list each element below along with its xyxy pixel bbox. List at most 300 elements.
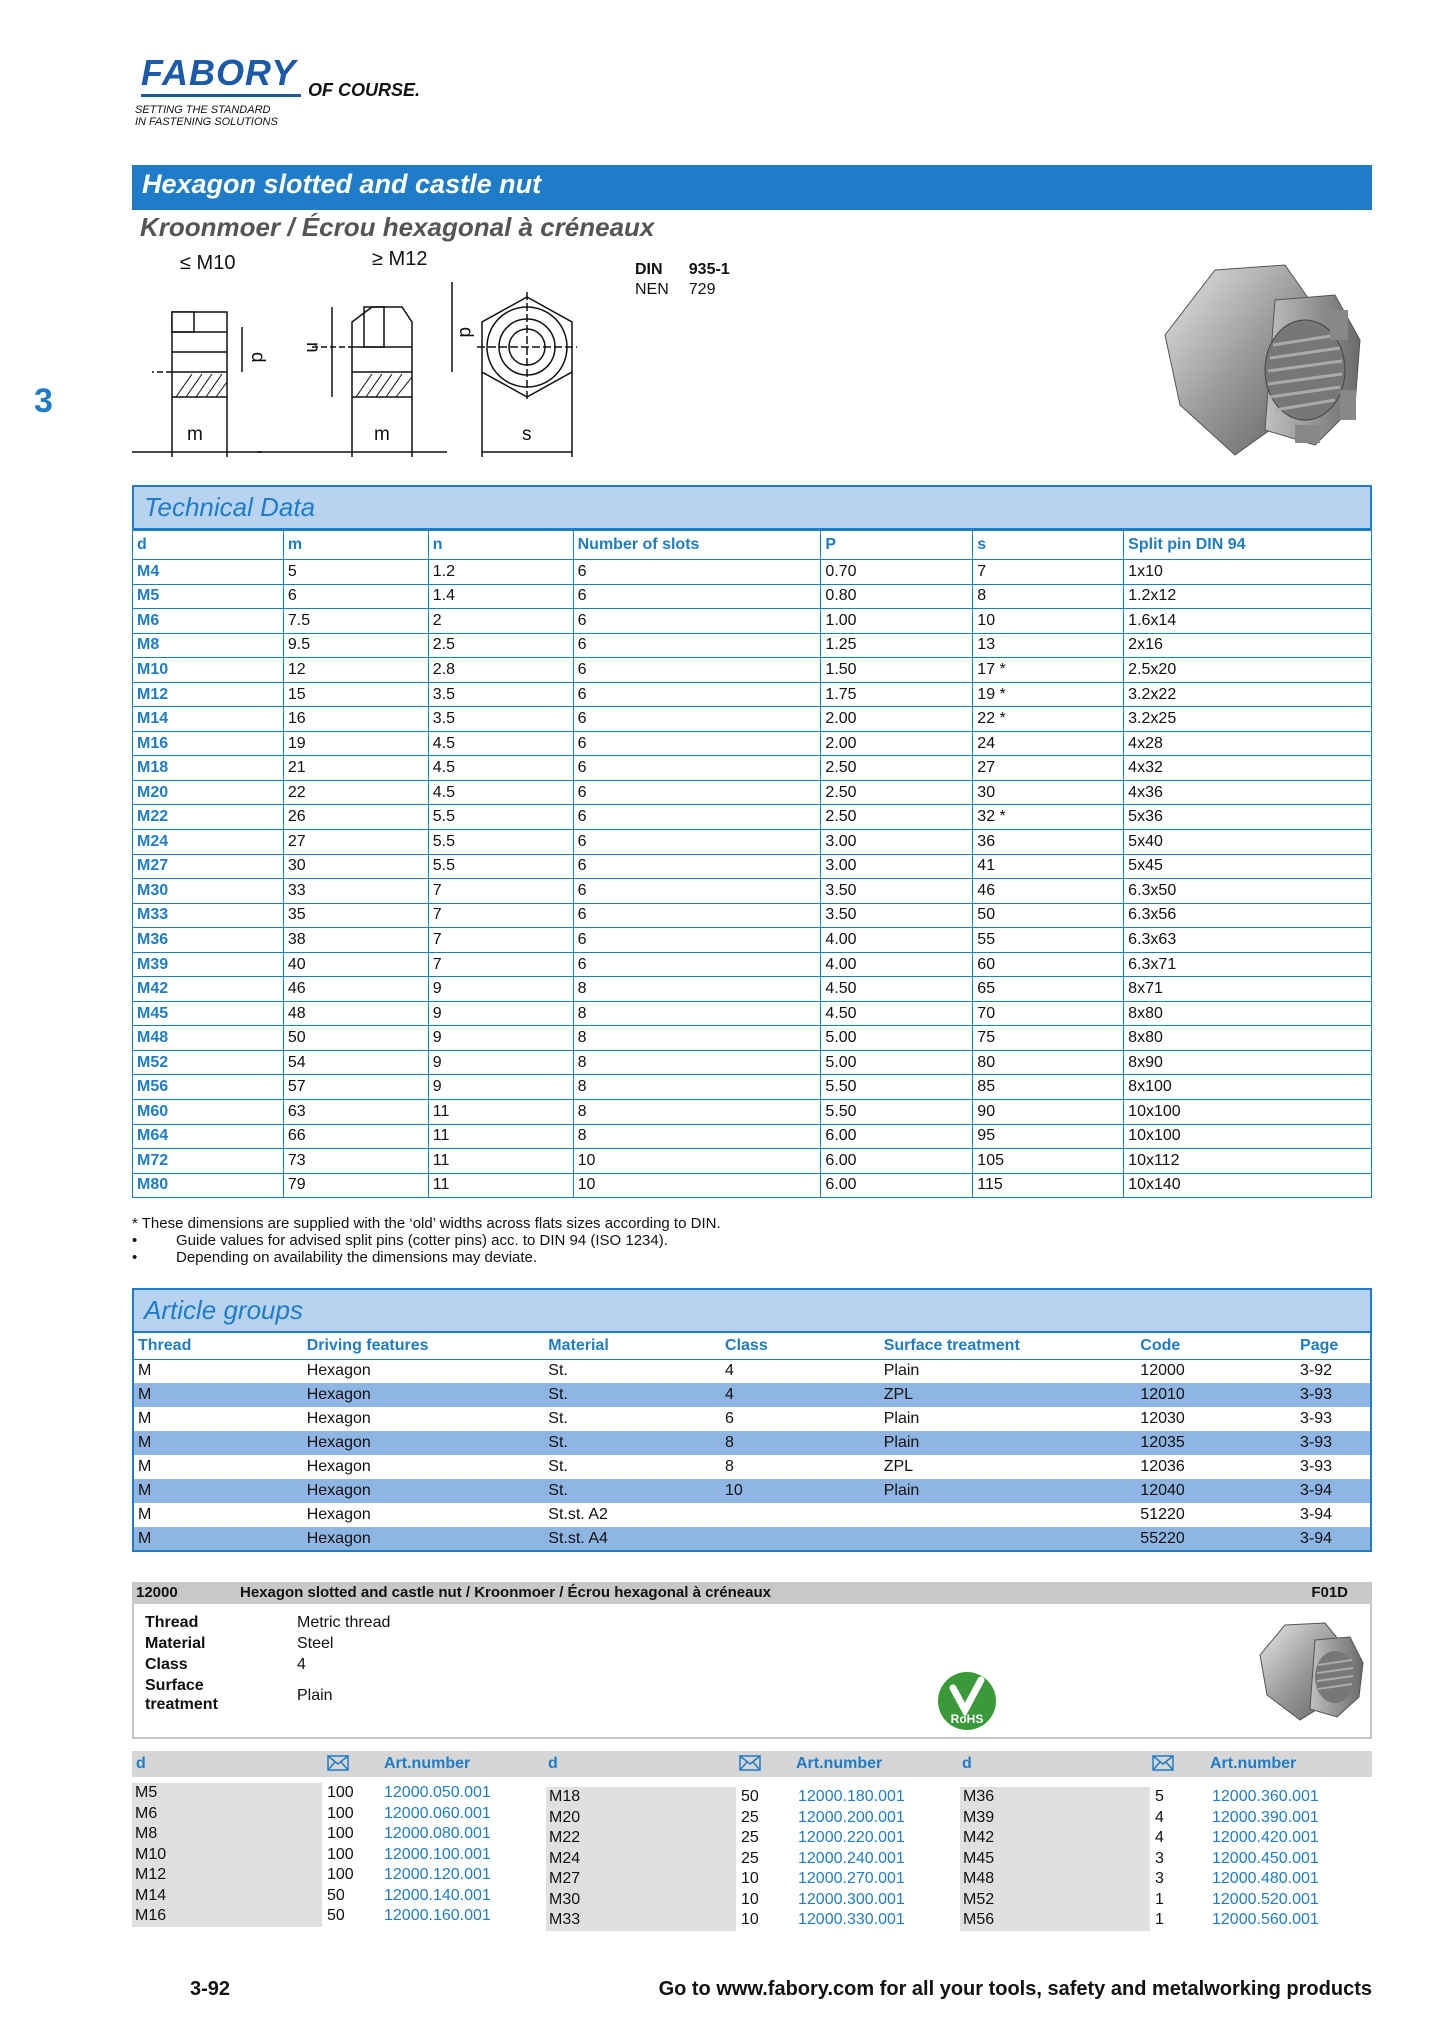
article-qty: 3 <box>1155 1870 1164 1887</box>
table-cell: 10 <box>573 1173 821 1198</box>
table-cell: 6.00 <box>821 1149 973 1174</box>
table-cell: 48 <box>283 1001 428 1026</box>
standard-row <box>635 261 748 279</box>
art-header-number: Art.number <box>796 1755 883 1772</box>
thread-size-cell: M52 <box>133 1050 284 1075</box>
table-cell: M <box>133 1527 303 1551</box>
article-qty: 4 <box>1155 1808 1164 1826</box>
property-value: Steel <box>297 1635 334 1652</box>
table-cell: 35 <box>283 903 428 928</box>
table-cell: St. <box>544 1431 721 1455</box>
table-cell: 2.50 <box>821 780 973 805</box>
table-cell: 6.3x56 <box>1124 903 1372 928</box>
article-number-column <box>1212 1787 1392 1931</box>
article-number-link[interactable]: 12000.200.001 <box>798 1808 905 1826</box>
table-cell: Plain <box>883 1362 920 1380</box>
article-size: M45 <box>963 1849 995 1867</box>
table-cell: 5.50 <box>821 1100 973 1125</box>
tech-col-header: n <box>428 531 573 560</box>
rohs-label: RoHS <box>950 1712 984 1726</box>
table-row <box>133 805 1372 830</box>
table-row <box>133 707 1372 732</box>
article-number-link[interactable]: 12000.180.001 <box>798 1788 905 1805</box>
property-key: Class <box>145 1656 188 1673</box>
chapter-number: 3 <box>34 382 53 420</box>
table-cell: 8 <box>573 1026 821 1051</box>
table-cell: M <box>133 1383 303 1407</box>
table-cell: 70 <box>973 1001 1124 1026</box>
article-qty: 100 <box>327 1784 354 1801</box>
table-row <box>133 977 1372 1002</box>
table-cell: 10x100 <box>1124 1100 1372 1125</box>
article-qty: 25 <box>741 1808 759 1826</box>
article-size: M48 <box>963 1870 995 1887</box>
page-number: 3-92 <box>190 1978 231 2000</box>
logo-tagline-line2: IN FASTENING SOLUTIONS <box>135 116 278 128</box>
table-cell: 75 <box>973 1026 1124 1051</box>
table-cell: 27 <box>283 830 428 855</box>
article-number-column <box>798 1787 978 1931</box>
table-row <box>133 609 1372 634</box>
table-cell: 3-94 <box>1296 1479 1371 1503</box>
article-size: M39 <box>963 1808 995 1826</box>
table-cell <box>721 1527 880 1551</box>
table-cell: 2.5x20 <box>1124 658 1372 683</box>
article-number-link[interactable]: 12000.120.001 <box>384 1866 491 1883</box>
table-cell: 6 <box>573 879 821 904</box>
table-cell: 6 <box>573 903 821 928</box>
property-key: Surface treatment <box>145 1677 218 1713</box>
table-row <box>133 1050 1372 1075</box>
drawing-label-s: s <box>522 424 532 445</box>
article-qty: 100 <box>327 1804 354 1822</box>
table-cell: 4.00 <box>821 928 973 953</box>
article-qty: 10 <box>741 1890 759 1908</box>
thread-size-cell: M20 <box>133 780 284 805</box>
technical-drawings <box>132 248 632 457</box>
table-cell: 79 <box>283 1173 428 1198</box>
table-cell: 1.2 <box>428 560 573 585</box>
table-cell: M <box>138 1410 152 1427</box>
article-number-link[interactable]: 12000.300.001 <box>798 1890 905 1908</box>
article-d-column <box>132 1783 322 1927</box>
art-header-d: d <box>548 1755 558 1772</box>
product-property-row <box>145 1613 438 1632</box>
table-cell: 2.5 <box>428 633 573 658</box>
article-groups-table <box>132 1333 1372 1552</box>
table-cell: 7 <box>428 928 573 953</box>
article-number-link[interactable]: 12000.520.001 <box>1212 1890 1319 1908</box>
article-number-link[interactable]: 12000.390.001 <box>1212 1808 1319 1826</box>
table-row <box>133 633 1372 658</box>
table-cell: 12036 <box>1140 1458 1185 1475</box>
table-cell: 6 <box>573 756 821 781</box>
article-number-link[interactable]: 12000.330.001 <box>798 1911 905 1928</box>
article-list-header <box>132 1751 1372 1777</box>
drawing-label-d2: d <box>455 327 476 338</box>
table-cell: 2.50 <box>821 756 973 781</box>
table-row <box>133 731 1372 756</box>
bullet-char: • <box>132 1249 138 1266</box>
article-groups-heading: Article groups <box>132 1288 1372 1333</box>
table-cell: 7 <box>428 903 573 928</box>
thread-size-cell: M64 <box>133 1124 284 1149</box>
article-number-column <box>384 1783 564 1927</box>
table-cell: 10 <box>573 1149 821 1174</box>
table-cell: 1.2x12 <box>1124 584 1372 609</box>
table-cell: 105 <box>973 1149 1124 1174</box>
standard-value: 935-1 <box>688 261 730 278</box>
table-cell: 21 <box>283 756 428 781</box>
table-cell: 3.2x25 <box>1124 707 1372 732</box>
table-row <box>133 1149 1372 1174</box>
table-row <box>133 1124 1372 1149</box>
table-row <box>133 879 1372 904</box>
table-cell: 8x80 <box>1124 1001 1372 1026</box>
table-cell: 12010 <box>1136 1383 1296 1407</box>
drawing-label-large: ≥ M12 <box>372 248 428 270</box>
article-qty: 50 <box>741 1788 759 1805</box>
table-cell: 12040 <box>1136 1479 1296 1503</box>
article-size: M18 <box>549 1788 581 1805</box>
drawing-label-small: ≤ M10 <box>180 252 236 274</box>
table-cell: 6 <box>573 707 821 732</box>
article-group-row[interactable] <box>133 1383 1371 1407</box>
article-group-col-header: Driving features <box>303 1333 545 1359</box>
thread-size-cell: M6 <box>133 609 284 634</box>
box-icon <box>739 1755 761 1776</box>
art-header-d: d <box>136 1755 146 1772</box>
product-name: Hexagon slotted and castle nut / Kroonmoer / Écrou hexagonal à créneaux <box>240 1584 771 1601</box>
article-groups-header-row <box>133 1333 1371 1359</box>
table-cell: 9 <box>428 1001 573 1026</box>
table-cell: 2.00 <box>821 707 973 732</box>
article-number-link[interactable]: 12000.100.001 <box>384 1845 491 1863</box>
article-number-link[interactable]: 12000.060.001 <box>384 1804 491 1822</box>
property-value: Plain <box>297 1686 333 1704</box>
property-value: 4 <box>297 1656 306 1673</box>
table-row <box>133 584 1372 609</box>
table-cell: 65 <box>973 977 1124 1002</box>
table-cell: 3.2x22 <box>1124 682 1372 707</box>
table-cell: Plain <box>883 1410 920 1427</box>
table-cell: 6 <box>573 830 821 855</box>
table-cell: 0.80 <box>821 584 973 609</box>
table-cell: 30 <box>283 854 428 879</box>
article-size: M5 <box>135 1784 158 1801</box>
drawing-label-m2: m <box>374 424 390 445</box>
thread-size-cell: M10 <box>133 658 284 683</box>
article-group-row[interactable] <box>133 1455 1371 1479</box>
table-cell: 5x45 <box>1124 854 1372 879</box>
table-cell: 1.50 <box>821 658 973 683</box>
table-cell: 8 <box>573 977 821 1002</box>
article-number-link[interactable]: 12000.560.001 <box>1212 1911 1319 1928</box>
article-d-column <box>960 1787 1150 1931</box>
table-cell: 6 <box>573 780 821 805</box>
table-cell: 3.00 <box>821 830 973 855</box>
product-property-row <box>145 1676 438 1714</box>
table-cell: 3.50 <box>821 903 973 928</box>
table-cell: 5.5 <box>428 854 573 879</box>
table-cell: 46 <box>973 879 1124 904</box>
table-cell: 8 <box>721 1431 880 1455</box>
article-number-link[interactable]: 12000.220.001 <box>798 1829 905 1846</box>
table-cell: 8 <box>573 1100 821 1125</box>
table-cell: 4.00 <box>821 952 973 977</box>
article-group-col-header: Material <box>544 1333 721 1359</box>
article-size: M30 <box>549 1890 581 1908</box>
drawing-svg <box>132 252 632 457</box>
table-cell: 6 <box>573 633 821 658</box>
thread-size-cell: M24 <box>133 830 284 855</box>
table-cell: 8 <box>573 1050 821 1075</box>
product-code: 12000 <box>136 1584 178 1601</box>
table-row <box>133 682 1372 707</box>
castle-nut-photo <box>1155 255 1370 465</box>
article-size: M14 <box>135 1886 167 1904</box>
table-cell: 6 <box>573 584 821 609</box>
table-cell: 4 <box>721 1383 880 1407</box>
table-cell: 17 * <box>973 658 1124 683</box>
table-cell: 5.00 <box>821 1050 973 1075</box>
tech-col-header: P <box>821 531 973 560</box>
article-number-link[interactable]: 12000.420.001 <box>1212 1829 1319 1846</box>
table-cell: 33 <box>283 879 428 904</box>
table-cell: 3-93 <box>1296 1383 1371 1407</box>
table-cell: 66 <box>283 1124 428 1149</box>
table-cell: 27 <box>973 756 1124 781</box>
table-cell: 0.70 <box>821 560 973 585</box>
table-cell: 115 <box>973 1173 1124 1198</box>
table-cell: 19 * <box>973 682 1124 707</box>
standard-name: DIN <box>635 261 663 278</box>
table-cell: 5 <box>283 560 428 585</box>
table-cell: 7 <box>428 952 573 977</box>
article-qty: 1 <box>1155 1911 1164 1928</box>
table-cell: 24 <box>973 731 1124 756</box>
article-qty: 4 <box>1155 1829 1164 1846</box>
table-cell: St. <box>544 1383 721 1407</box>
article-number-link[interactable]: 12000.240.001 <box>798 1849 905 1867</box>
table-cell: 30 <box>973 780 1124 805</box>
table-cell: 12 <box>283 658 428 683</box>
table-cell: 4x32 <box>1124 756 1372 781</box>
table-cell: 73 <box>283 1149 428 1174</box>
standards-table <box>633 259 750 301</box>
table-cell: M <box>133 1479 303 1503</box>
bullet-char: • <box>132 1232 138 1249</box>
table-cell: 11 <box>428 1149 573 1174</box>
product-header <box>132 1582 1372 1604</box>
table-row <box>133 854 1372 879</box>
thread-size-cell: M5 <box>133 584 284 609</box>
article-qty: 50 <box>327 1886 345 1904</box>
notes <box>132 1215 721 1266</box>
table-cell: 3-92 <box>1300 1362 1333 1380</box>
table-cell: 8 <box>573 1124 821 1149</box>
table-cell: 6 <box>725 1410 734 1427</box>
article-group-row[interactable] <box>133 1503 1371 1527</box>
thread-size-cell: M22 <box>133 805 284 830</box>
article-number-link[interactable]: 12000.050.001 <box>384 1784 491 1801</box>
article-group-col-header: Surface treatment <box>880 1333 1137 1359</box>
page-title: Hexagon slotted and castle nut <box>132 165 1372 210</box>
thread-size-cell: M36 <box>133 928 284 953</box>
small-castle-nut-photo <box>1255 1615 1365 1725</box>
box-icon <box>1152 1755 1174 1776</box>
product-ref: F01D <box>1311 1584 1348 1601</box>
table-cell: Hexagon <box>306 1410 371 1427</box>
table-cell: 10x140 <box>1124 1173 1372 1198</box>
table-cell: 6 <box>573 854 821 879</box>
thread-size-cell: M16 <box>133 731 284 756</box>
table-cell: 55 <box>973 928 1124 953</box>
table-cell: 6.3x63 <box>1124 928 1372 953</box>
thread-size-cell: M14 <box>133 707 284 732</box>
product-property-row <box>145 1634 438 1653</box>
article-group-row[interactable] <box>133 1407 1371 1431</box>
table-cell: 9 <box>428 1026 573 1051</box>
article-size: M16 <box>135 1907 167 1924</box>
table-cell: 1.75 <box>821 682 973 707</box>
table-cell: 4x36 <box>1124 780 1372 805</box>
table-cell: 50 <box>973 903 1124 928</box>
table-cell: 1x10 <box>1124 560 1372 585</box>
table-cell: 8 <box>725 1458 734 1475</box>
article-number-link[interactable]: 12000.450.001 <box>1212 1849 1319 1867</box>
table-cell: 3.5 <box>428 682 573 707</box>
article-number-link[interactable]: 12000.080.001 <box>384 1825 491 1842</box>
table-cell: 9 <box>428 1075 573 1100</box>
table-cell: 50 <box>283 1026 428 1051</box>
article-qty: 100 <box>327 1825 354 1842</box>
table-cell: 11 <box>428 1173 573 1198</box>
table-row <box>133 1100 1372 1125</box>
article-number-link[interactable]: 12000.480.001 <box>1212 1870 1319 1887</box>
table-cell: 85 <box>973 1075 1124 1100</box>
thread-size-cell: M30 <box>133 879 284 904</box>
table-cell: 15 <box>283 682 428 707</box>
table-cell: 6 <box>573 928 821 953</box>
table-cell: 55220 <box>1136 1527 1296 1551</box>
table-cell: 32 * <box>973 805 1124 830</box>
thread-size-cell: M60 <box>133 1100 284 1125</box>
table-cell: St.st. A4 <box>544 1527 721 1551</box>
table-row <box>133 1075 1372 1100</box>
table-cell: 4.5 <box>428 780 573 805</box>
table-cell: 54 <box>283 1050 428 1075</box>
article-size: M42 <box>963 1829 995 1846</box>
table-row <box>133 830 1372 855</box>
table-cell: 3.00 <box>821 854 973 879</box>
article-size: M12 <box>135 1866 167 1883</box>
table-cell: 8 <box>573 1075 821 1100</box>
article-size: M27 <box>549 1870 581 1887</box>
table-row <box>133 756 1372 781</box>
table-cell: St. <box>544 1479 721 1503</box>
table-row <box>133 1001 1372 1026</box>
article-group-row[interactable] <box>133 1527 1371 1551</box>
table-cell: 8x90 <box>1124 1050 1372 1075</box>
drawing-label-n: n <box>302 342 323 353</box>
table-cell: 11 <box>428 1124 573 1149</box>
drawing-label-d1: d <box>247 352 268 363</box>
table-cell: 22 * <box>973 707 1124 732</box>
thread-size-cell: M27 <box>133 854 284 879</box>
article-group-row[interactable] <box>133 1479 1371 1503</box>
article-qty-column <box>1155 1787 1205 1931</box>
table-cell: 2.8 <box>428 658 573 683</box>
logo-tagline-line1: SETTING THE STANDARD <box>135 104 271 116</box>
note-star: * These dimensions are supplied with the ‘old’ widths across flats sizes according to DIN. <box>132 1215 721 1232</box>
thread-size-cell: M18 <box>133 756 284 781</box>
thread-size-cell: M8 <box>133 633 284 658</box>
table-cell: 4.5 <box>428 731 573 756</box>
table-row <box>133 952 1372 977</box>
article-group-row[interactable] <box>133 1431 1371 1455</box>
table-cell: Hexagon <box>306 1506 371 1523</box>
table-cell: 7 <box>428 879 573 904</box>
article-number-link[interactable]: 12000.270.001 <box>798 1870 905 1887</box>
thread-size-cell: M4 <box>133 560 284 585</box>
note-bullet-1-text: Guide values for advised split pins (cotter pins) acc. to DIN 94 (ISO 1234). <box>176 1232 668 1249</box>
table-cell: St. <box>548 1410 568 1427</box>
table-row <box>133 903 1372 928</box>
table-cell: 3.50 <box>821 879 973 904</box>
article-number-link[interactable]: 12000.140.001 <box>384 1886 491 1904</box>
article-group-row[interactable] <box>133 1359 1371 1383</box>
table-cell: 8x80 <box>1124 1026 1372 1051</box>
article-qty: 3 <box>1155 1849 1164 1867</box>
article-size: M56 <box>963 1911 995 1928</box>
article-number-link[interactable]: 12000.360.001 <box>1212 1788 1319 1805</box>
table-cell: 6.3x71 <box>1124 952 1372 977</box>
table-cell: 8 <box>973 584 1124 609</box>
article-size: M8 <box>135 1825 158 1842</box>
table-cell: 2 <box>428 609 573 634</box>
table-cell: 80 <box>973 1050 1124 1075</box>
table-cell: 9.5 <box>283 633 428 658</box>
thread-size-cell: M39 <box>133 952 284 977</box>
thread-size-cell: M48 <box>133 1026 284 1051</box>
table-cell: 2.00 <box>821 731 973 756</box>
table-cell: 1.4 <box>428 584 573 609</box>
table-cell: 4.5 <box>428 756 573 781</box>
tech-col-header: m <box>283 531 428 560</box>
table-cell: 4.50 <box>821 977 973 1002</box>
table-cell: 5x40 <box>1124 830 1372 855</box>
table-cell: 2x16 <box>1124 633 1372 658</box>
article-qty-column <box>741 1787 791 1931</box>
table-cell: 3-94 <box>1300 1506 1333 1523</box>
table-cell: Hexagon <box>303 1383 545 1407</box>
article-number-link[interactable]: 12000.160.001 <box>384 1907 491 1924</box>
table-cell: 10x100 <box>1124 1124 1372 1149</box>
table-cell: 36 <box>973 830 1124 855</box>
table-cell: Hexagon <box>303 1431 545 1455</box>
logo-brand: FABORY <box>141 52 297 93</box>
table-cell: 6 <box>573 560 821 585</box>
table-cell: 1.00 <box>821 609 973 634</box>
table-cell: 6 <box>573 682 821 707</box>
table-cell: 3.5 <box>428 707 573 732</box>
tech-col-header: Split pin DIN 94 <box>1124 531 1372 560</box>
table-cell: 5.00 <box>821 1026 973 1051</box>
table-cell: 4x28 <box>1124 731 1372 756</box>
table-cell: M <box>133 1431 303 1455</box>
table-cell: 6.3x50 <box>1124 879 1372 904</box>
